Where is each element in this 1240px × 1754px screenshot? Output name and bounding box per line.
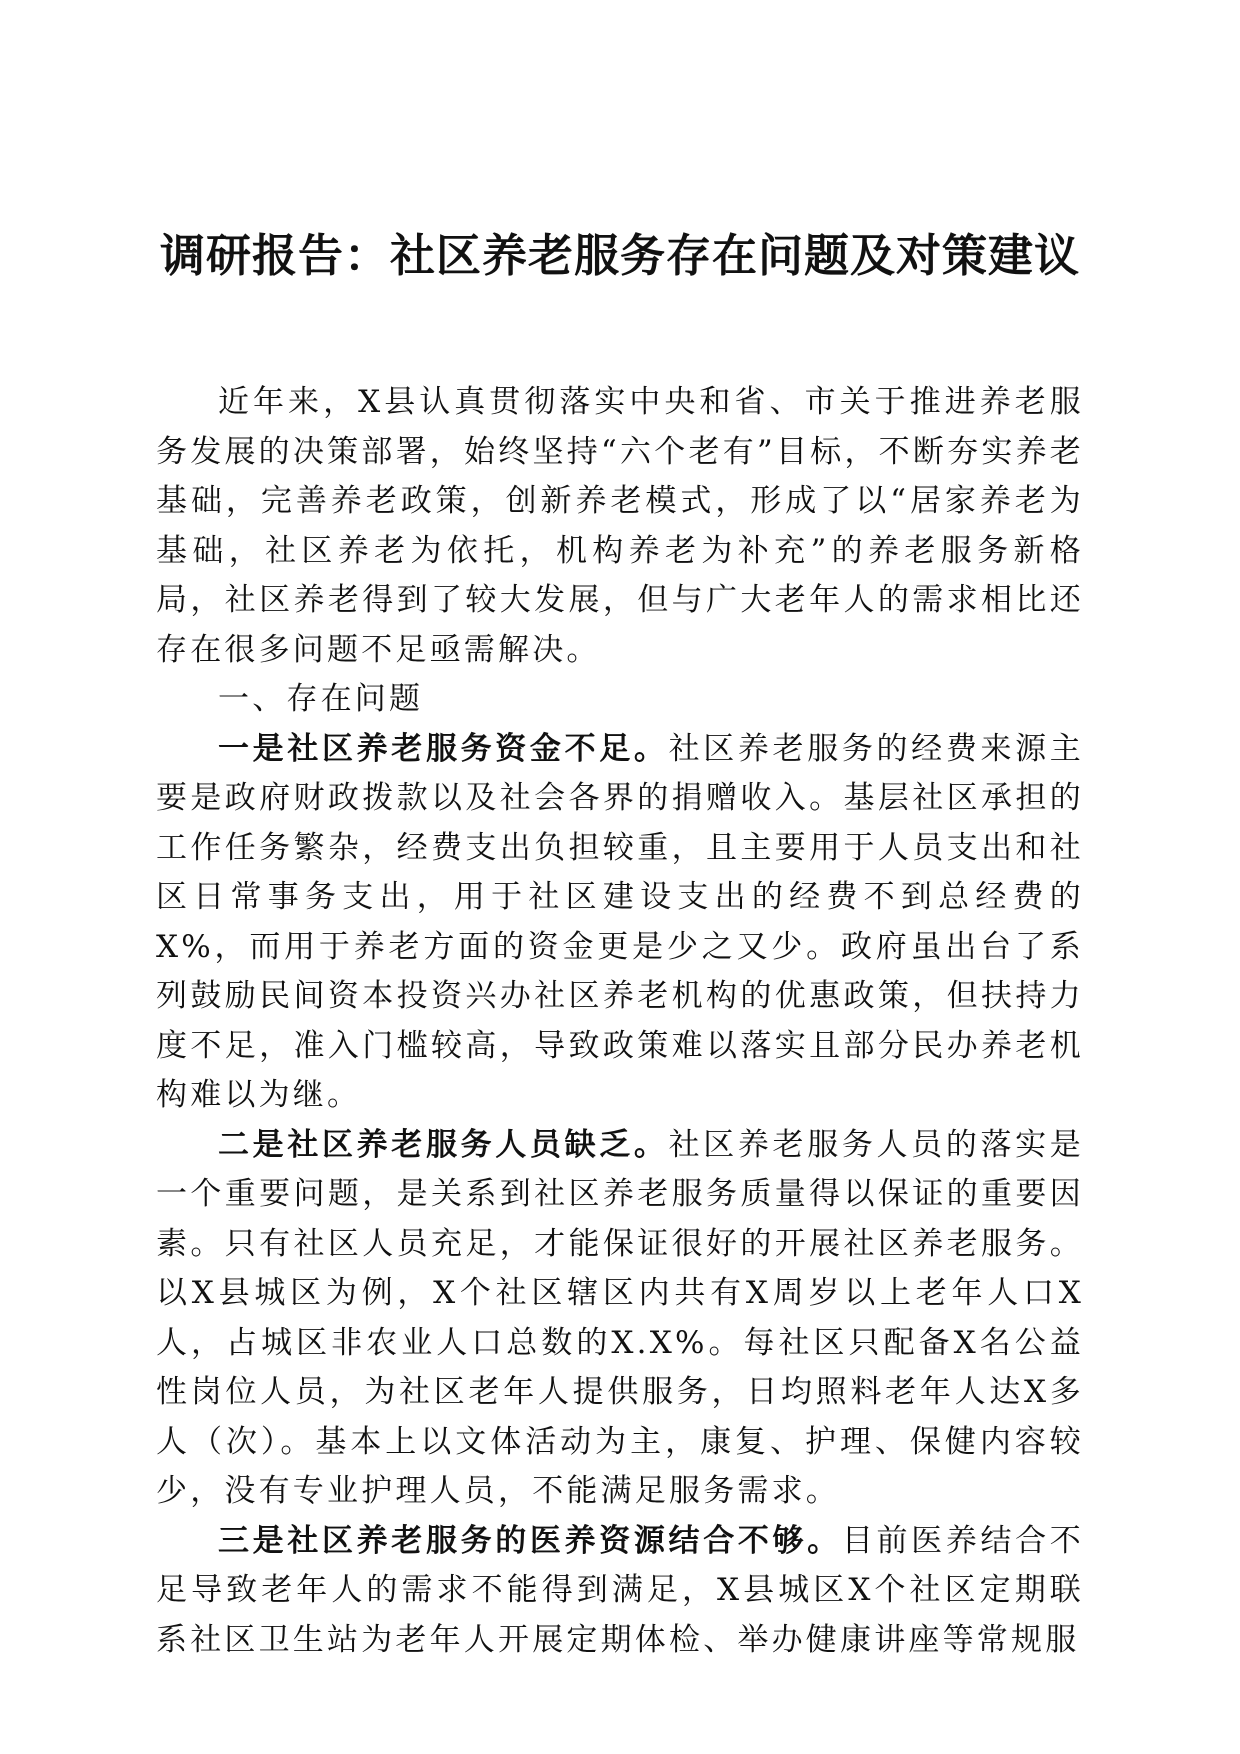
issue-lead: 一是社区养老服务资金不足。 — [218, 730, 669, 767]
issue-paragraph-2 — [156, 1121, 1084, 1517]
issue-text: 社区养老服务的经费来源主要是政府财政拨款以及社会各界的捐赠收入。基层社区承担的工作任务繁杂，经费支出负担较重，且主要用于人员支出和社区日常事务支出，用于社区建设支出的经费不到总经费的X%，而用于养老方面的资金更是少之又少。政府虽出台了系列鼓励民间资本投资兴办社区养老机构的优惠政策，但扶持力度不足，准入门槛较高，导致政策难以落实且部分民办养老机构难以为继。 — [156, 730, 1084, 1113]
issue-lead: 三是社区养老服务的医养资源结合不够。 — [218, 1522, 842, 1559]
section-heading: 一、存在问题 — [218, 681, 424, 717]
issue-paragraph-3 — [156, 1517, 1084, 1666]
intro-paragraph: 近年来，X县认真贯彻落实中央和省、市关于推进养老服务发展的决策部署，始终坚持“六个老有”目标，不断夯实养老基础，完善养老政策，创新养老模式，形成了以“居家养老为基础，社区养老为依托，机构养老为补充”的养老服务新格局，社区养老得到了较大发展，但与广大老年人的需求相比还存在很多问题不足亟需解决。 — [156, 384, 1084, 668]
document-body — [156, 378, 1084, 1665]
issue-text: 目前医养结合不足导致老年人的需求不能得到满足，X县城区X个社区定期联系社区卫生站为老年人开展定期体检、举办健康讲座等常规服 — [156, 1522, 1084, 1658]
document-title: 调研报告：社区养老服务存在问题及对策建议 — [159, 229, 1080, 282]
issue-lead: 二是社区养老服务人员缺乏。 — [218, 1126, 669, 1163]
issue-text: 社区养老服务人员的落实是一个重要问题，是关系到社区养老服务质量得以保证的重要因素。只有社区人员充足，才能保证很好的开展社区养老服务。以X县城区为例，X个社区辖区内共有X周岁以上老年人口X人，占城区非农业人口总数的X.X%。每社区只配备X名公益性岗位人员，为社区老年人提供服务，日均照料老年人达X多人（次）。基本上以文体活动为主，康复、护理、保健内容较少，没有专业护理人员，不能满足服务需求。 — [156, 1126, 1084, 1509]
issue-paragraph-1 — [156, 725, 1084, 1121]
